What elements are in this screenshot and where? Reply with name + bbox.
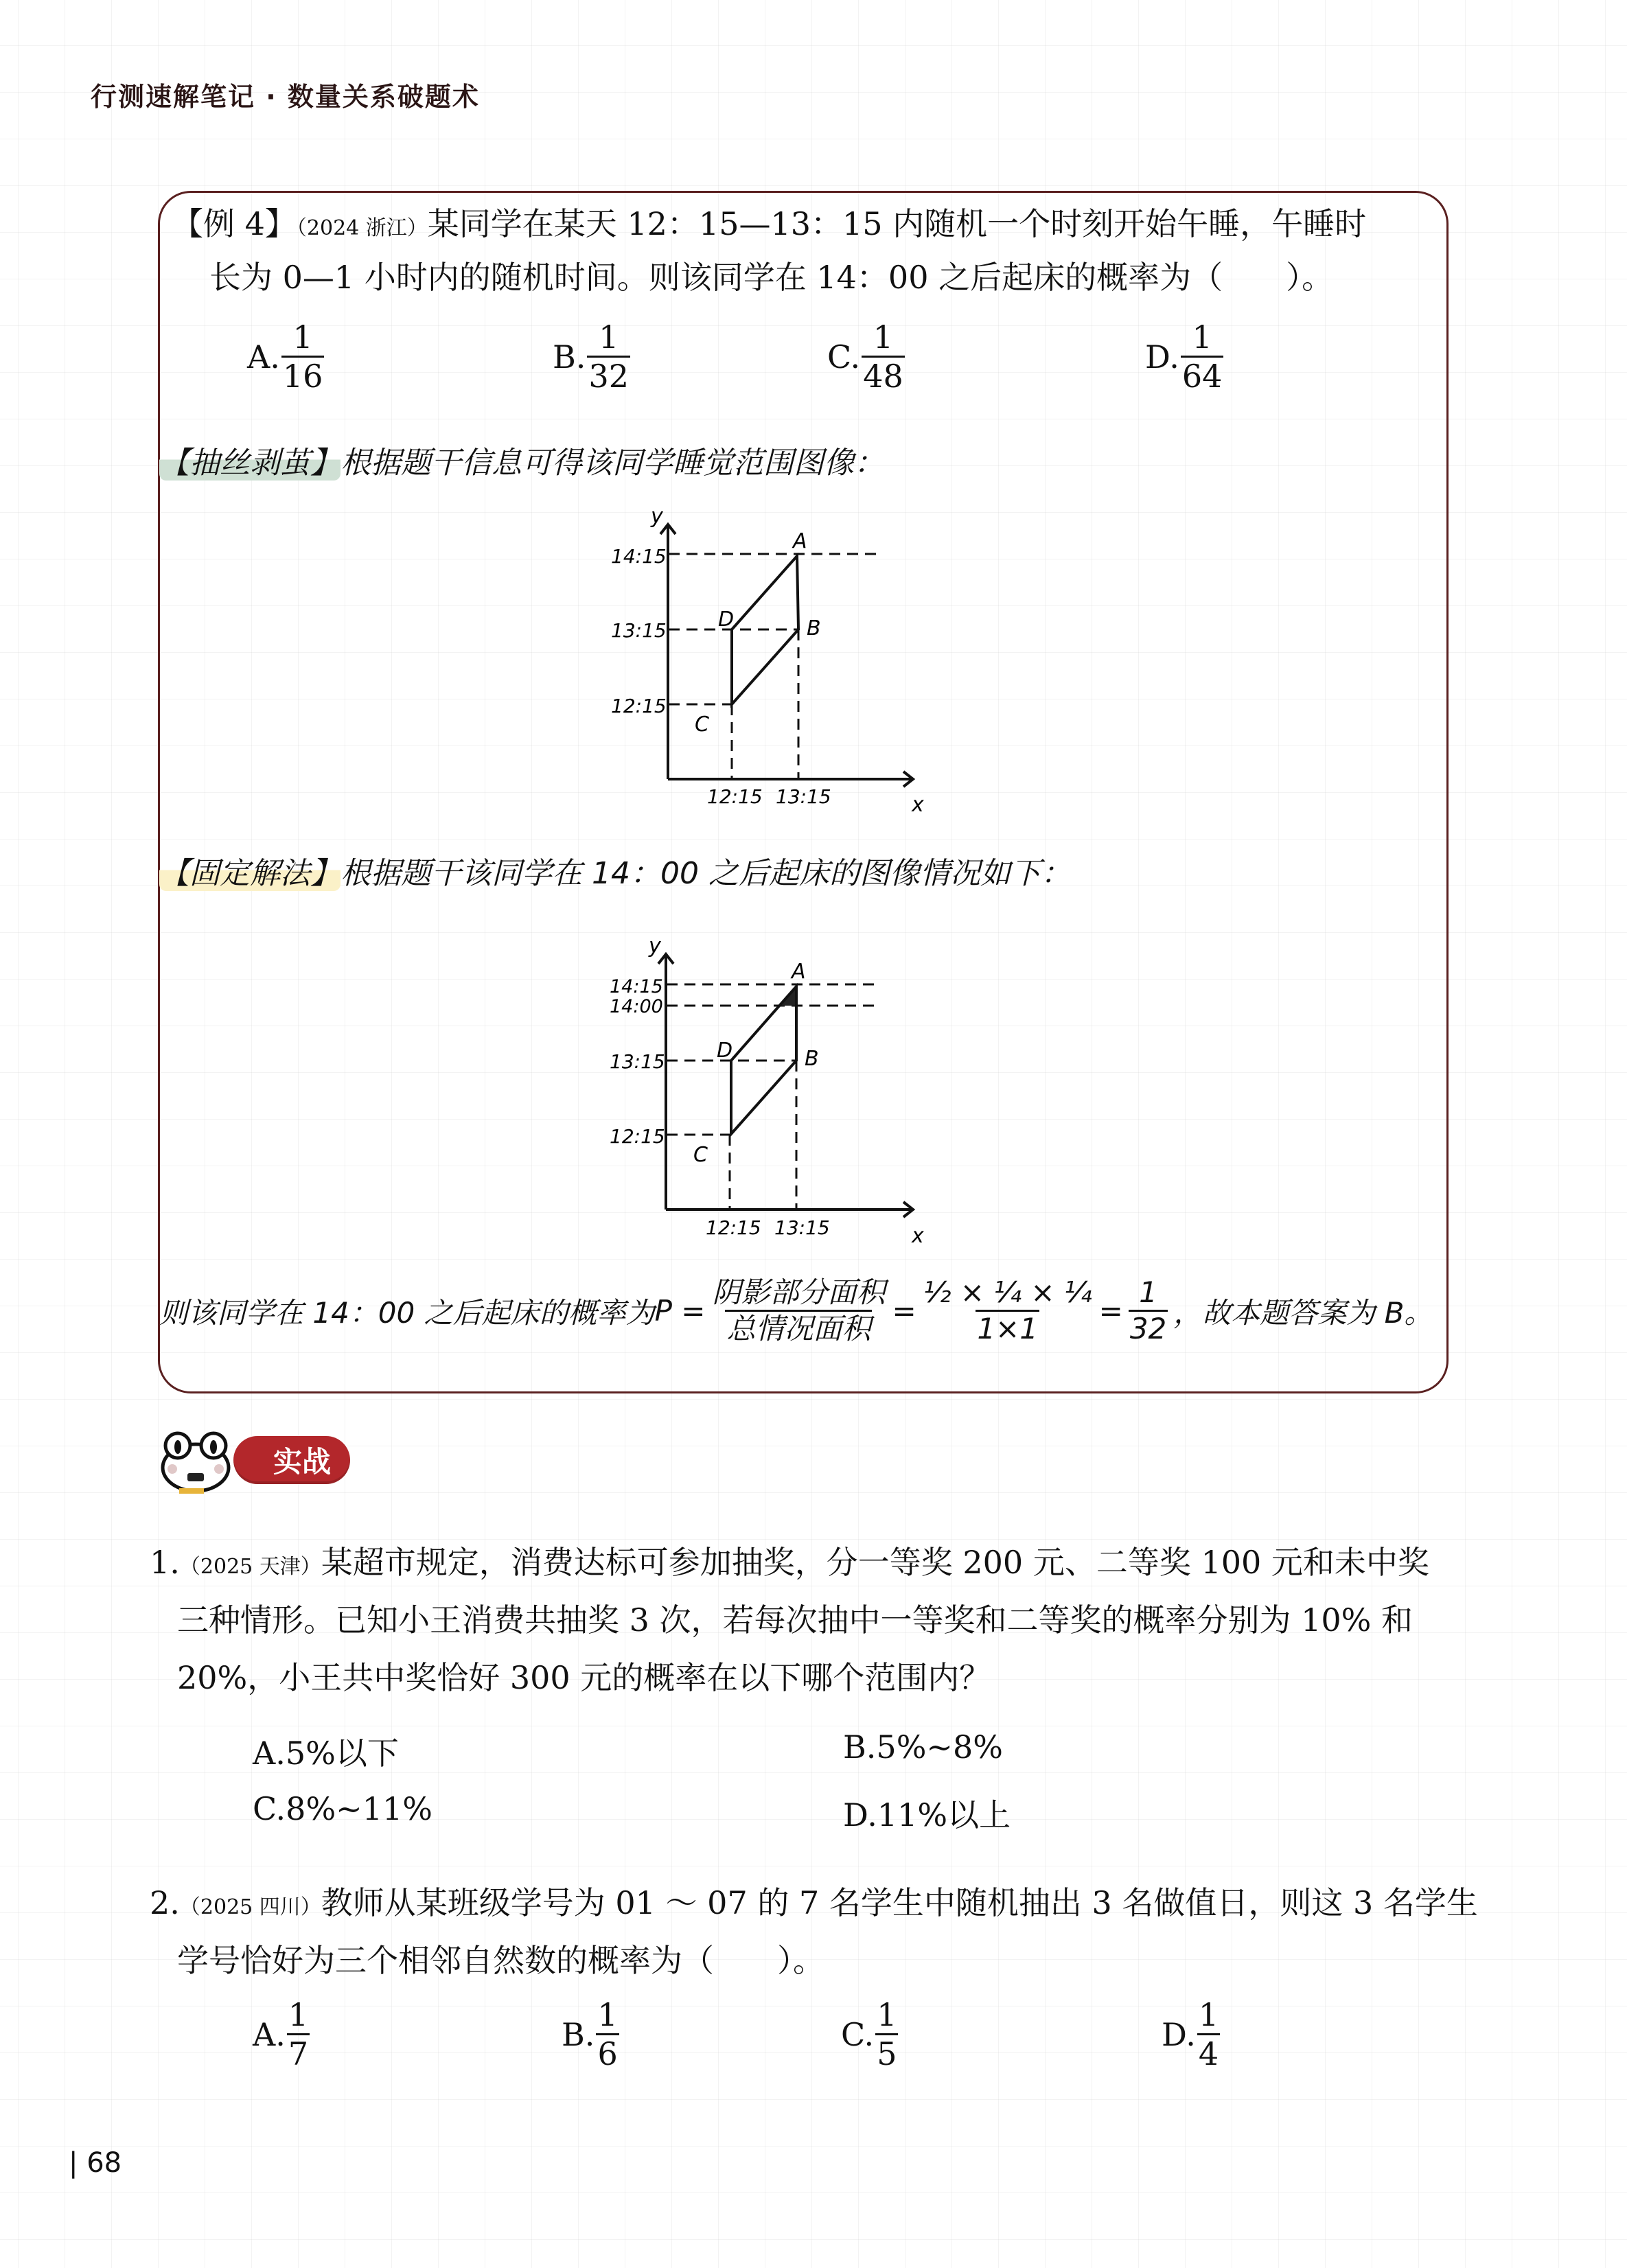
- analysis-line: [159, 438, 884, 482]
- y-tick-label: 14:15: [610, 976, 663, 997]
- q1-number: 1.: [150, 1544, 180, 1581]
- point-label-a: A: [793, 529, 807, 553]
- sleep-range-diagram: [570, 481, 982, 824]
- fraction: $\frac{1}{7}$: [288, 1996, 309, 2072]
- q1-option-b[interactable]: B.5%~8%: [843, 1728, 1003, 1766]
- point-label-b: B: [805, 1047, 819, 1071]
- q1-option-a[interactable]: A.5%以下: [253, 1735, 399, 1772]
- practice-badge: 实战: [233, 1436, 350, 1484]
- probability-symbol: P =: [654, 1294, 706, 1328]
- q1-line2: 三种情形。已知小王消费共抽奖 3 次，若每次抽中一等奖和二等奖的概率分别为 10% 和: [177, 1601, 1413, 1639]
- y-tick-label: 14:15: [611, 545, 667, 568]
- q2-line1: 2.（2025 四川）教师从某班级学号为 01 ～ 07 的 7 名学生中随机抽出 3 名做值日，则这 3 名学生: [150, 1884, 1478, 1921]
- x-axis-label: x: [912, 1224, 924, 1248]
- x-tick-label: 13:15: [774, 1216, 830, 1239]
- q2-option-a[interactable]: A. $\frac{1}{7}$: [253, 1996, 309, 2072]
- example-question-line2: 长为 0—1 小时内的随机时间。则该同学在 14：00 之后起床的概率为（ ）。: [209, 259, 1334, 296]
- y-tick-label: 14:00: [610, 996, 663, 1017]
- y-tick-label: 12:15: [611, 695, 667, 717]
- area-calc-fraction: $\frac{\text{½ × ¼ × ¼}}{1\times 1}$: [923, 1275, 1092, 1345]
- fraction: $\frac{1}{5}$: [877, 1996, 897, 2072]
- point-label-a: A: [792, 960, 806, 984]
- example-option-b[interactable]: B. $\frac{1}{32}$: [553, 319, 629, 395]
- point-label-d: D: [717, 1039, 733, 1063]
- method-tag: 【固定解法】: [159, 856, 341, 891]
- y-tick-label: 13:15: [611, 619, 667, 642]
- example-text-line1: 某同学在某天 12：15—13：15 内随机一个时刻开始午睡，午睡时: [427, 205, 1367, 242]
- point-label-c: C: [693, 1143, 708, 1167]
- q1-line3: 20%，小王共中奖恰好 300 元的概率在以下哪个范围内？: [177, 1659, 991, 1696]
- fraction: $\frac{1}{6}$: [597, 1996, 618, 2072]
- y-axis-label: y: [651, 505, 663, 529]
- point-label-c: C: [695, 713, 709, 737]
- x-tick-label: 12:15: [706, 1216, 761, 1239]
- q2-number: 2.: [150, 1884, 180, 1921]
- q2-option-b[interactable]: B. $\frac{1}{6}$: [562, 1996, 618, 2072]
- y-tick-label: 13:15: [610, 1050, 665, 1073]
- example-option-d[interactable]: D. $\frac{1}{64}$: [1145, 319, 1223, 395]
- result-fraction: $\frac{1}{32}$: [1129, 1275, 1167, 1345]
- point-label-d: D: [718, 608, 735, 632]
- example-source: （2024 浙江）: [296, 216, 428, 240]
- point-label-b: B: [807, 616, 821, 640]
- example-option-a[interactable]: A. $\frac{1}{16}$: [247, 319, 323, 395]
- q1-option-c[interactable]: C.8%~11%: [253, 1790, 432, 1827]
- method-text: 根据题干该同学在 14：00 之后起床的图像情况如下：: [341, 856, 1071, 891]
- method-line: [159, 848, 1071, 892]
- example-question-line1: [172, 199, 1366, 244]
- q1-source: （2025 天津）: [179, 1555, 321, 1579]
- frog-mascot-icon: [154, 1420, 237, 1502]
- q2-option-c[interactable]: C. $\frac{1}{5}$: [841, 1996, 897, 2072]
- book-header-title: 行测速解笔记 · 数量关系破题术: [91, 82, 480, 112]
- q1-option-d[interactable]: D.11%以上: [843, 1796, 1011, 1833]
- page-bar: |: [69, 2147, 78, 2179]
- fraction: $\frac{1}{48}$: [863, 319, 903, 395]
- fraction: $\frac{1}{64}$: [1181, 319, 1223, 395]
- conclusion-suffix: ，故本题答案为 B。: [1173, 1295, 1433, 1330]
- fraction: $\frac{1}{4}$: [1198, 1996, 1219, 2072]
- q2-option-d[interactable]: D. $\frac{1}{4}$: [1162, 1996, 1219, 2072]
- example-option-c[interactable]: C. $\frac{1}{48}$: [827, 319, 903, 395]
- page-number: | 68: [69, 2147, 122, 2179]
- analysis-tag: 【抽丝剥茧】: [159, 445, 341, 481]
- area-ratio-fraction: $\frac{\text{阴影部分面积}}{\text{总情况面积}}$: [712, 1275, 886, 1345]
- y-axis-label: y: [649, 934, 661, 958]
- x-tick-label: 12:15: [707, 785, 763, 808]
- q2-source: （2025 四川）: [179, 1895, 321, 1919]
- x-axis-label: x: [912, 793, 924, 817]
- y-tick-label: 12:15: [610, 1125, 665, 1148]
- q2-line2: 学号恰好为三个相邻自然数的概率为（ ）。: [177, 1942, 824, 1979]
- fraction: $\frac{1}{32}$: [588, 319, 629, 395]
- conclusion-prefix: 则该同学在 14：00 之后起床的概率为: [159, 1295, 655, 1330]
- x-tick-label: 13:15: [776, 785, 831, 808]
- fraction: $\frac{1}{16}$: [282, 319, 323, 395]
- conclusion-line: 则该同学在 14：00 之后起床的概率为 P = $\frac{\text{阴影部分面积}}{\text{总情况面积}}$ = $\frac{\text{½ × ¼ × ¼}}{1\times 1}$ = $\frac{1}{32}$ ，故本题答案为 B。: [159, 1275, 1433, 1345]
- wake-after-1400-diagram: [570, 913, 982, 1256]
- analysis-text: 根据题干信息可得该同学睡觉范围图像：: [341, 445, 884, 481]
- q1-line1: 1.（2025 天津）某超市规定，消费达标可参加抽奖，分一等奖 200 元、二等奖 100 元和未中奖: [150, 1544, 1429, 1581]
- example-label: 【例 4】: [172, 205, 297, 242]
